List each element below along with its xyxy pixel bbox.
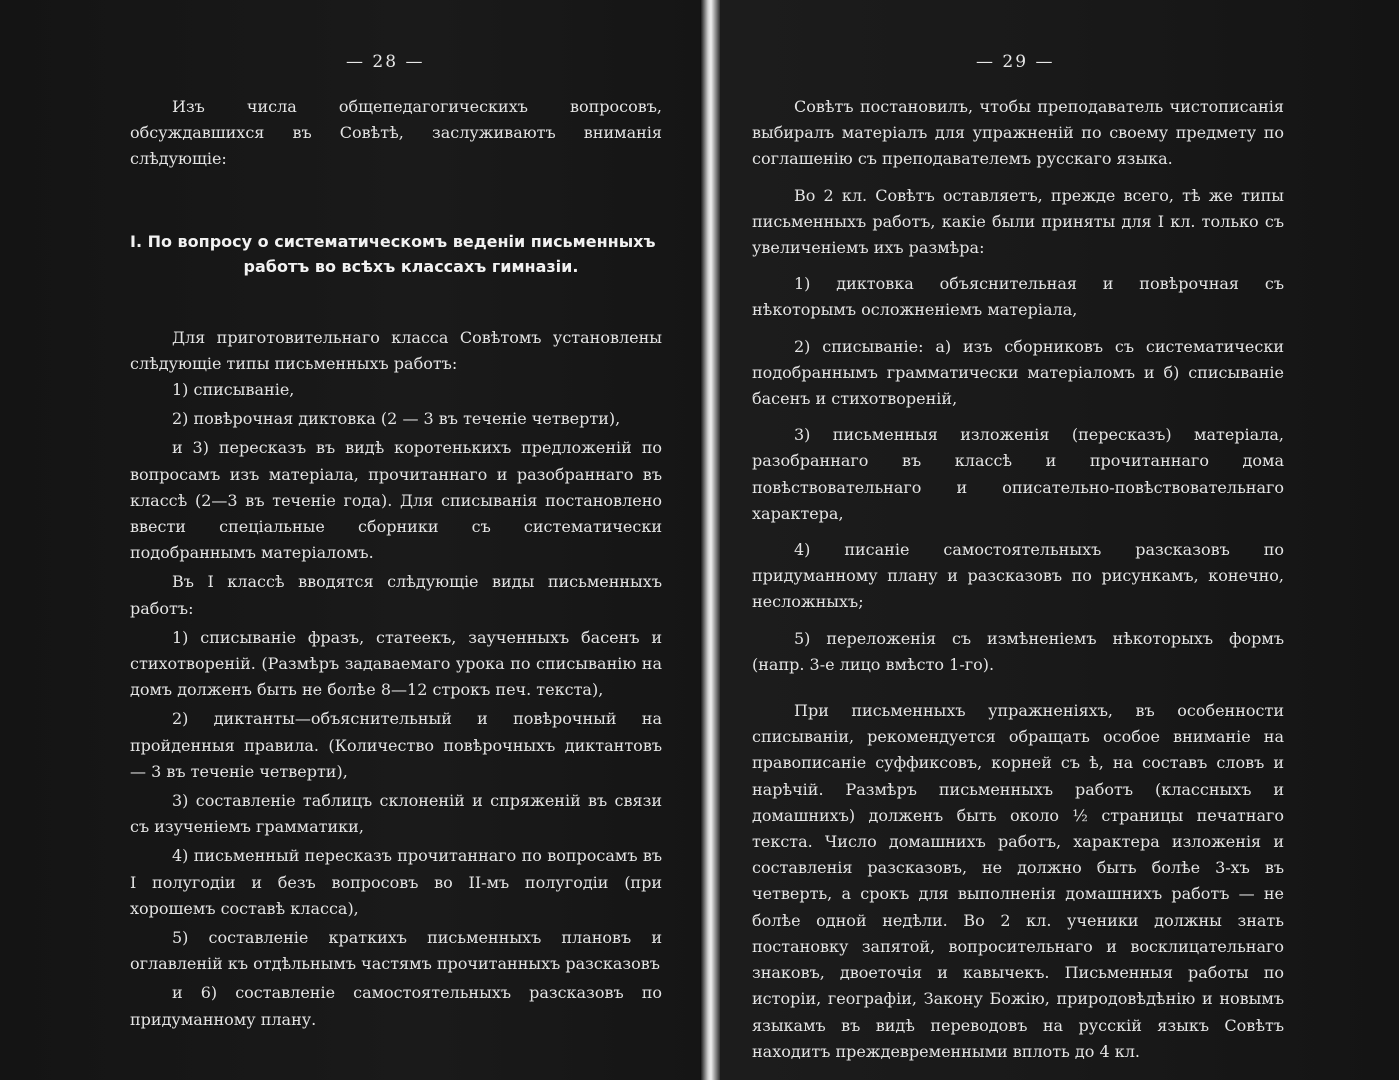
page-number: — 29 —: [976, 52, 1055, 72]
paragraph: Совѣтъ постановилъ, чтобы преподаватель чистописанія выбиралъ матеріалъ для упражненій по своему предмету по соглашенію съ преподавателемъ русскаго языка.: [752, 97, 1284, 169]
right-page-text: [752, 94, 1284, 1065]
list-item: 1) списываніе фразъ, статеекъ, заученныхъ басенъ и стихотвореній. (Размѣръ задаваемаго урока по списыванію на домъ долженъ быть не болѣе 8—12 строкъ печ. текста),: [130, 627, 662, 700]
paragraph: Во 2 кл. Совѣтъ оставляетъ, прежде всего, тѣ же типы письменныхъ работъ, какіе были приняты для I кл. только съ увеличеніемъ ихъ размѣра:: [752, 185, 1284, 258]
list-item: и 3) пересказъ въ видѣ коротенькихъ предложеній по вопросамъ изъ матеріала, прочитаннаго и разобраннаго въ классѣ (2—3 въ теченіе года). Для списыванія постановлено ввести спеціальные сборники съ систематически подобраннымъ матеріаломъ.: [130, 438, 662, 563]
list-item: 1) диктовка объяснительная и повѣрочная съ нѣкоторымъ осложненіемъ матеріала,: [752, 274, 1284, 320]
list-item: 2) диктанты—объяснительный и повѣрочный на пройденныя правила. (Количество повѣрочныхъ диктантовъ — 3 въ теченіе четверти),: [130, 709, 662, 781]
intro-paragraph: Изъ числа общепедагогическихъ вопросовъ, обсуждавшихся въ Совѣтѣ, заслуживаютъ вниманія слѣдующіе:: [130, 97, 662, 169]
section-heading-line2: работъ во всѣхъ классахъ гимназіи.: [243, 256, 579, 276]
book-gutter: [700, 0, 720, 1080]
list-item: 3) письменныя изложенія (пересказъ) матеріала, разобраннаго въ классѣ и прочитаннаго дома повѣствовательнаго и описательно-повѣствовательнаго характера,: [752, 425, 1284, 523]
page-number: — 28 —: [346, 52, 425, 72]
list-item: 3) составленіе таблицъ склоненій и спряженій въ связи съ изученіемъ грамматики,: [130, 791, 662, 837]
paragraph: При письменныхъ упражненіяхъ, въ особенности списываніи, рекомендуется обращать особое вниманіе на правописаніе суффиксовъ, корней съ ѣ, на составъ словъ и нарѣчій. Размѣръ письменныхъ работъ (классныхъ и домашнихъ) долженъ быть около ½ страницы печатнаго текста. Число домашнихъ работъ, характера изложенія и составленія разсказовъ, не должно быть болѣе 3-хъ въ четверть, а срокъ для выполненія домашнихъ работъ — не болѣе одной недѣли. Во 2 кл. ученики должны знать постановку запятой, вопросительнаго и восклицательнаго знаковъ, двоеточія и кавычекъ. Письменныя работы по исторіи, географіи, Закону Божію, природовѣдѣнію и новымъ языкамъ въ видѣ переводовъ на русскій языкъ Совѣтъ находитъ преждевременными вплоть до 4 кл.: [752, 701, 1284, 1061]
list-item: 1) списываніе,: [172, 380, 295, 400]
list-item: 5) составленіе краткихъ письменныхъ плановъ и оглавленій къ отдѣльнымъ частямъ прочитанныхъ разсказовъ: [130, 928, 662, 974]
list-item: 5) переложенія съ измѣненіемъ нѣкоторыхъ формъ (напр. 3-е лицо вмѣсто 1-го).: [752, 628, 1284, 674]
left-page-text: [130, 94, 662, 1033]
section-heading: [130, 229, 662, 279]
paragraph: Въ I классѣ вводятся слѣдующіе виды письменныхъ работъ:: [130, 572, 662, 618]
list-item: и 6) составленіе самостоятельныхъ разсказовъ по придуманному плану.: [130, 983, 662, 1029]
section-heading-line1: I. По вопросу о систематическомъ веденіи письменныхъ: [130, 231, 656, 251]
list-item: 4) писаніе самостоятельныхъ разсказовъ по придуманному плану и разсказовъ по рисункамъ, конечно, несложныхъ;: [752, 540, 1284, 612]
paragraph: Для приготовительнаго класса Совѣтомъ установлены слѣдующіе типы письменныхъ работъ:: [130, 327, 662, 373]
list-item: 2) повѣрочная диктовка (2 — 3 въ теченіе четверти),: [172, 409, 621, 429]
list-item: 4) письменный пересказъ прочитаннаго по вопросамъ въ I полугодіи и безъ вопросовъ во II-мъ полугодіи (при хорошемъ составѣ класса),: [130, 846, 662, 918]
list-item: 2) списываніе: а) изъ сборниковъ съ систематически подобраннымъ грамматически матеріаломъ и б) списываніе басенъ и стихотвореній,: [752, 336, 1284, 409]
